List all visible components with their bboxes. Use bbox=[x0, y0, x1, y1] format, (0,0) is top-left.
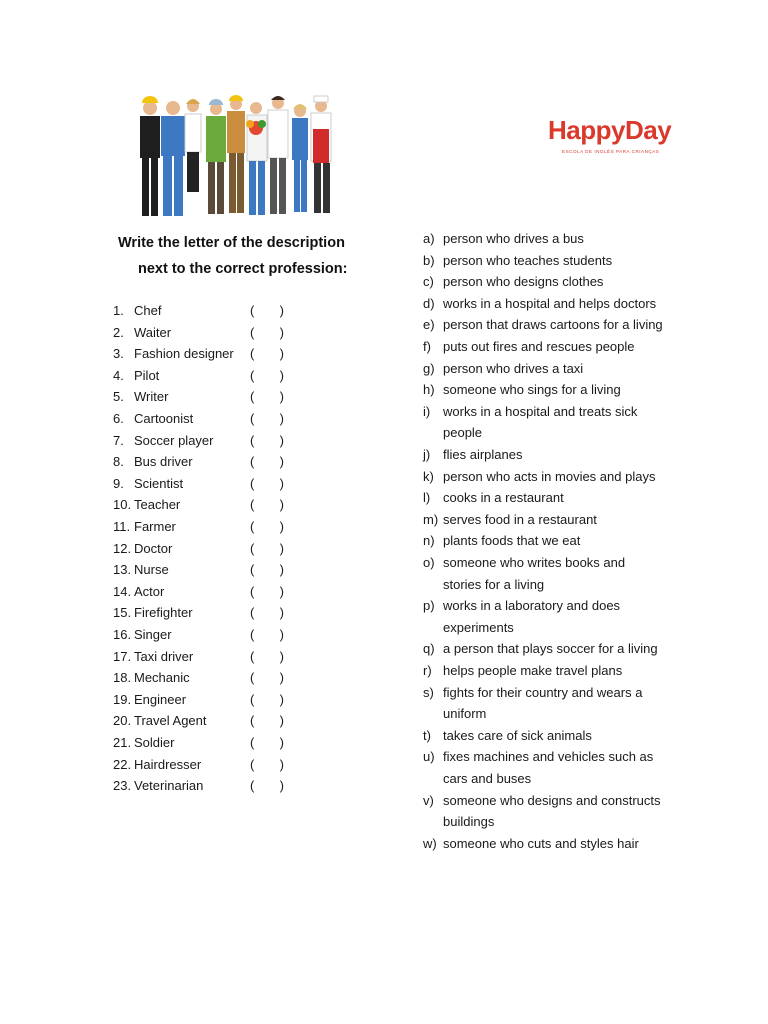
answer-blank[interactable] bbox=[250, 476, 284, 491]
description-letter: t) bbox=[423, 727, 431, 743]
paren-close: ) bbox=[279, 519, 284, 534]
profession-row bbox=[113, 541, 293, 563]
paren-open: ( bbox=[250, 475, 255, 491]
profession-number: 4. bbox=[113, 367, 124, 383]
profession-row bbox=[113, 735, 293, 757]
logo-tagline: ESCOLA DE INGLÊS PARA CRIANÇAS bbox=[562, 149, 660, 154]
profession-name: Hairdresser bbox=[134, 756, 202, 772]
description-text-continued: experiments bbox=[443, 619, 514, 635]
profession-row bbox=[113, 757, 293, 779]
profession-number: 2. bbox=[113, 324, 124, 340]
answer-blank[interactable] bbox=[250, 411, 284, 426]
description-letter: l) bbox=[423, 490, 431, 506]
profession-name: Waiter bbox=[134, 324, 172, 340]
description-letter: j) bbox=[423, 447, 431, 462]
description-letter: c) bbox=[423, 274, 434, 290]
paren-close: ) bbox=[279, 367, 284, 383]
profession-name: Teacher bbox=[134, 497, 181, 513]
answer-blank[interactable] bbox=[250, 541, 284, 556]
profession-row bbox=[113, 454, 293, 476]
profession-name: Doctor bbox=[134, 540, 173, 556]
paren-close: ) bbox=[279, 389, 284, 405]
paren-close: ) bbox=[279, 324, 284, 340]
profession-row bbox=[113, 368, 293, 390]
description-letter: r) bbox=[423, 663, 432, 678]
profession-number: 23. bbox=[113, 778, 132, 794]
profession-number: 11. bbox=[113, 519, 131, 534]
profession-number: 3. bbox=[113, 346, 124, 362]
paren-close: ) bbox=[279, 648, 284, 664]
paren-open: ( bbox=[250, 389, 255, 405]
paren-open: ( bbox=[250, 691, 255, 707]
answer-blank[interactable] bbox=[250, 303, 284, 318]
paren-close: ) bbox=[279, 756, 284, 772]
answer-blank[interactable] bbox=[250, 757, 284, 772]
description-text: works in a hospital and helps doctors bbox=[443, 295, 657, 311]
profession-row bbox=[113, 411, 293, 433]
paren-close: ) bbox=[279, 670, 284, 686]
paren-open: ( bbox=[250, 583, 255, 599]
paren-open: ( bbox=[250, 454, 255, 470]
paren-open: ( bbox=[250, 519, 255, 534]
description-text-continued: buildings bbox=[443, 814, 495, 830]
answer-blank[interactable] bbox=[250, 519, 284, 534]
description-text: puts out fires and rescues people bbox=[443, 339, 635, 354]
professions-photo bbox=[128, 94, 338, 224]
description-text: fixes machines and vehicles such as bbox=[443, 749, 654, 765]
worker-figure bbox=[292, 104, 308, 212]
description-letter: m) bbox=[423, 511, 439, 527]
description-text: works in a laboratory and does bbox=[443, 598, 621, 614]
answer-blank[interactable] bbox=[250, 346, 284, 361]
paren-close: ) bbox=[279, 778, 284, 794]
paren-close: ) bbox=[279, 735, 284, 750]
profession-number: 5. bbox=[113, 389, 124, 405]
answer-blank[interactable] bbox=[250, 389, 284, 404]
paren-open: ( bbox=[250, 367, 255, 383]
profession-row bbox=[113, 346, 293, 368]
profession-name: Travel Agent bbox=[134, 713, 207, 729]
profession-name: Cartoonist bbox=[134, 411, 194, 426]
answer-blank[interactable] bbox=[250, 584, 284, 599]
profession-number: 6. bbox=[113, 411, 124, 426]
answer-blank[interactable] bbox=[250, 713, 284, 728]
paren-open: ( bbox=[250, 497, 255, 513]
answer-blank[interactable] bbox=[250, 562, 284, 577]
answer-blank[interactable] bbox=[250, 735, 284, 750]
description-text-continued: stories for a living bbox=[443, 576, 545, 592]
profession-name: Soldier bbox=[134, 735, 175, 750]
profession-row bbox=[113, 649, 293, 671]
description-text: person who drives a bus bbox=[443, 231, 584, 246]
profession-name: Bus driver bbox=[134, 454, 193, 470]
description-letter: e) bbox=[423, 317, 435, 333]
profession-row bbox=[113, 433, 293, 455]
profession-row bbox=[113, 325, 293, 347]
paren-open: ( bbox=[250, 562, 255, 578]
answer-blank[interactable] bbox=[250, 605, 284, 620]
paren-close: ) bbox=[279, 475, 284, 491]
profession-number: 8. bbox=[113, 454, 124, 470]
worker-figure bbox=[311, 96, 331, 213]
description-text: person who designs clothes bbox=[443, 274, 604, 290]
paren-close: ) bbox=[279, 497, 284, 513]
paren-close: ) bbox=[279, 691, 284, 707]
description-letter: p) bbox=[423, 598, 435, 614]
description-letter: b) bbox=[423, 252, 435, 268]
profession-row bbox=[113, 562, 293, 584]
description-text: flies airplanes bbox=[443, 447, 523, 462]
paren-close: ) bbox=[279, 346, 284, 362]
description-text: takes care of sick animals bbox=[443, 727, 592, 743]
profession-name: Pilot bbox=[134, 367, 160, 383]
profession-number: 10. bbox=[113, 497, 132, 513]
instructions-line-2: next to the correct profession: bbox=[138, 261, 348, 277]
profession-name: Veterinarian bbox=[134, 778, 204, 794]
description-text: someone who sings for a living bbox=[443, 382, 621, 398]
paren-open: ( bbox=[250, 670, 255, 686]
description-text: someone who cuts and styles hair bbox=[443, 835, 639, 851]
description-letter: f) bbox=[423, 339, 431, 354]
paren-open: ( bbox=[250, 735, 255, 750]
paren-open: ( bbox=[250, 432, 255, 448]
paren-open: ( bbox=[250, 627, 255, 642]
answer-blank[interactable] bbox=[250, 692, 284, 707]
answer-blank[interactable] bbox=[250, 325, 284, 340]
description-letter: v) bbox=[423, 792, 434, 808]
description-text: someone who writes books and bbox=[443, 555, 626, 570]
profession-name: Writer bbox=[134, 389, 169, 405]
description-text: works in a hospital and treats sick bbox=[443, 403, 638, 419]
profession-name: Mechanic bbox=[134, 670, 190, 686]
description-text: someone who designs and constructs bbox=[443, 792, 661, 808]
profession-row bbox=[113, 670, 293, 692]
profession-number: 14. bbox=[113, 583, 132, 599]
profession-row bbox=[113, 519, 293, 541]
description-letter: g) bbox=[423, 360, 435, 376]
paren-open: ( bbox=[250, 346, 255, 362]
profession-row bbox=[113, 605, 293, 627]
profession-number: 9. bbox=[113, 475, 124, 491]
profession-name: Soccer player bbox=[134, 432, 214, 448]
answer-blank[interactable] bbox=[250, 433, 284, 448]
profession-row bbox=[113, 476, 293, 498]
profession-name: Nurse bbox=[134, 562, 169, 578]
description-text: person who drives a taxi bbox=[443, 360, 584, 376]
profession-row bbox=[113, 778, 293, 800]
paren-close: ) bbox=[279, 411, 284, 426]
description-text-continued: uniform bbox=[443, 706, 487, 722]
paren-close: ) bbox=[279, 303, 284, 318]
answer-blank[interactable] bbox=[250, 670, 284, 685]
answer-blank[interactable] bbox=[250, 497, 284, 512]
profession-name: Scientist bbox=[134, 475, 184, 491]
profession-number: 21. bbox=[113, 735, 132, 750]
answer-blank[interactable] bbox=[250, 454, 284, 469]
profession-number: 1. bbox=[113, 303, 124, 318]
description-letter: s) bbox=[423, 684, 434, 700]
paren-close: ) bbox=[279, 432, 284, 448]
worker-figure bbox=[227, 95, 245, 213]
answer-blank[interactable] bbox=[250, 368, 284, 383]
answer-blank[interactable] bbox=[250, 778, 284, 793]
paren-close: ) bbox=[279, 627, 284, 642]
paren-open: ( bbox=[250, 605, 255, 621]
description-letter: w) bbox=[423, 835, 437, 851]
profession-number: 7. bbox=[113, 432, 124, 448]
paren-open: ( bbox=[250, 411, 255, 426]
profession-name: Singer bbox=[134, 627, 172, 642]
profession-row bbox=[113, 303, 293, 325]
description-text: person that draws cartoons for a living bbox=[443, 317, 663, 333]
description-text: person who acts in movies and plays bbox=[443, 468, 656, 484]
answer-blank[interactable] bbox=[250, 649, 284, 664]
description-text: plants foods that we eat bbox=[443, 533, 581, 549]
profession-number: 13. bbox=[113, 562, 132, 578]
profession-name: Actor bbox=[134, 583, 165, 599]
description-text: cooks in a restaurant bbox=[443, 490, 564, 506]
profession-name: Chef bbox=[134, 303, 162, 318]
profession-name: Engineer bbox=[134, 691, 187, 707]
profession-row bbox=[113, 713, 293, 735]
profession-name: Taxi driver bbox=[134, 648, 194, 664]
description-text-continued: people bbox=[443, 425, 483, 441]
paren-close: ) bbox=[279, 605, 284, 621]
description-letter: h) bbox=[423, 382, 435, 398]
profession-row bbox=[113, 692, 293, 714]
description-letter: n) bbox=[423, 533, 435, 549]
description-letter: o) bbox=[423, 555, 435, 570]
profession-name: Fashion designer bbox=[134, 346, 234, 362]
profession-number: 18. bbox=[113, 670, 132, 686]
profession-name: Farmer bbox=[134, 519, 176, 534]
description-text: person who teaches students bbox=[443, 252, 613, 268]
description-letter: i) bbox=[423, 403, 431, 419]
paren-open: ( bbox=[250, 303, 255, 318]
description-text: fights for their country and wears a bbox=[443, 684, 643, 700]
description-text: helps people make travel plans bbox=[443, 663, 623, 678]
profession-row bbox=[113, 389, 293, 411]
profession-number: 19. bbox=[113, 691, 132, 707]
paren-open: ( bbox=[250, 324, 255, 340]
description-text: serves food in a restaurant bbox=[443, 511, 597, 527]
answer-blank[interactable] bbox=[250, 627, 284, 642]
profession-number: 22. bbox=[113, 756, 132, 772]
description-letter: d) bbox=[423, 295, 435, 311]
description-text: a person that plays soccer for a living bbox=[443, 641, 658, 657]
paren-close: ) bbox=[279, 454, 284, 470]
description-text-continued: cars and buses bbox=[443, 770, 532, 786]
paren-close: ) bbox=[279, 562, 284, 578]
profession-row bbox=[113, 627, 293, 649]
description-letter: a) bbox=[423, 231, 435, 246]
paren-close: ) bbox=[279, 713, 284, 729]
paren-open: ( bbox=[250, 713, 255, 729]
profession-number: 12. bbox=[113, 540, 132, 556]
profession-number: 20. bbox=[113, 713, 132, 729]
profession-row bbox=[113, 584, 293, 606]
profession-number: 17. bbox=[113, 648, 132, 664]
paren-open: ( bbox=[250, 756, 255, 772]
paren-open: ( bbox=[250, 778, 255, 794]
instructions-line-1: Write the letter of the description bbox=[118, 235, 345, 251]
profession-row bbox=[113, 497, 293, 519]
paren-close: ) bbox=[279, 540, 284, 556]
profession-number: 16. bbox=[113, 627, 132, 642]
logo-wordmark: HappyDay bbox=[548, 115, 672, 145]
paren-open: ( bbox=[250, 648, 255, 664]
description-letter: u) bbox=[423, 749, 435, 765]
paren-open: ( bbox=[250, 540, 255, 556]
happyday-logo bbox=[548, 115, 673, 160]
description-letter: k) bbox=[423, 468, 434, 484]
description-letter: q) bbox=[423, 641, 435, 657]
profession-name: Firefighter bbox=[134, 605, 193, 621]
paren-close: ) bbox=[279, 583, 284, 599]
profession-number: 15. bbox=[113, 605, 132, 621]
